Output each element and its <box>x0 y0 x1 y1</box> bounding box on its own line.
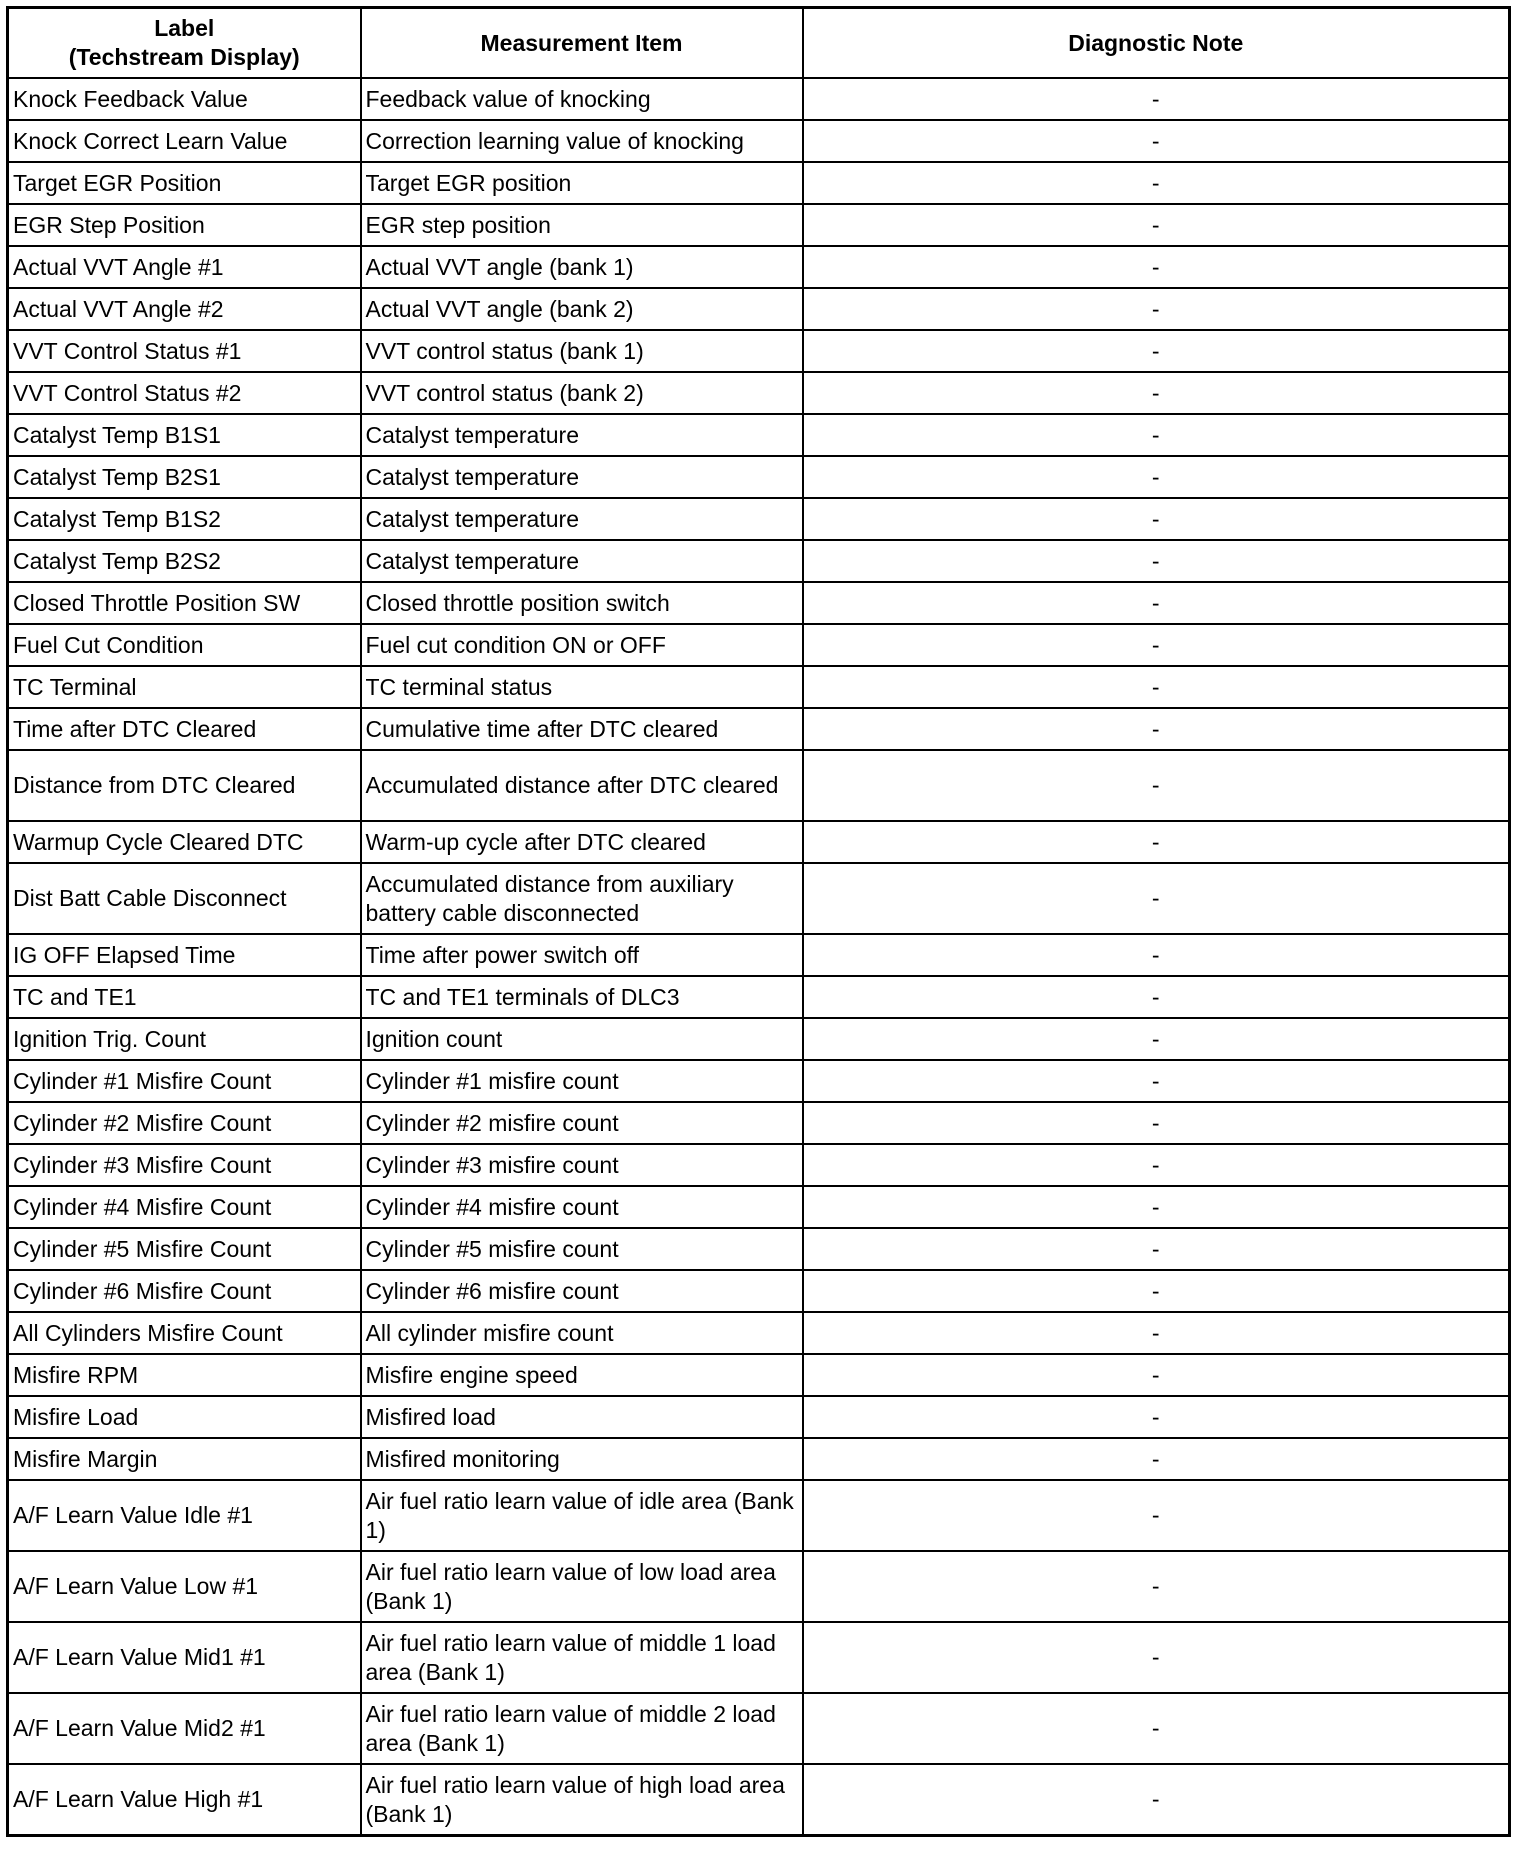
measurement-item-cell: Air fuel ratio learn value of low load area (Bank 1) <box>361 1551 803 1622</box>
measurement-item-cell: Feedback value of knocking <box>361 78 803 120</box>
measurement-item-cell: Cylinder #3 misfire count <box>361 1144 803 1186</box>
table-row <box>8 204 1510 246</box>
diagnostic-note-cell: - <box>803 1186 1510 1228</box>
diagnostic-note-cell: - <box>803 1018 1510 1060</box>
table-row <box>8 624 1510 666</box>
measurement-item-cell: Catalyst temperature <box>361 456 803 498</box>
label-cell: Misfire Load <box>8 1396 361 1438</box>
label-cell: Catalyst Temp B1S1 <box>8 414 361 456</box>
measurement-item-cell: Fuel cut condition ON or OFF <box>361 624 803 666</box>
table-row <box>8 1693 1510 1764</box>
label-cell: Distance from DTC Cleared <box>8 750 361 821</box>
diagnostic-note-cell: - <box>803 330 1510 372</box>
table-row <box>8 666 1510 708</box>
diagnostic-note-cell: - <box>803 288 1510 330</box>
label-cell: Cylinder #3 Misfire Count <box>8 1144 361 1186</box>
table-row <box>8 540 1510 582</box>
table-row <box>8 1622 1510 1693</box>
label-cell: Time after DTC Cleared <box>8 708 361 750</box>
diagnostic-note-cell: - <box>803 372 1510 414</box>
table-row <box>8 372 1510 414</box>
table-row <box>8 750 1510 821</box>
label-cell: VVT Control Status #2 <box>8 372 361 414</box>
label-cell: Misfire RPM <box>8 1354 361 1396</box>
diagnostic-note-cell: - <box>803 750 1510 821</box>
measurement-item-cell: Catalyst temperature <box>361 414 803 456</box>
measurement-item-cell: Actual VVT angle (bank 2) <box>361 288 803 330</box>
table-row <box>8 330 1510 372</box>
table-row <box>8 120 1510 162</box>
measurement-item-cell: All cylinder misfire count <box>361 1312 803 1354</box>
diagnostic-note-cell: - <box>803 1354 1510 1396</box>
diagnostic-note-cell: - <box>803 624 1510 666</box>
measurement-item-cell: Actual VVT angle (bank 1) <box>361 246 803 288</box>
table-row <box>8 1186 1510 1228</box>
table-row <box>8 1018 1510 1060</box>
diagnostic-note-cell: - <box>803 78 1510 120</box>
diagnostic-note-cell: - <box>803 1060 1510 1102</box>
table-row <box>8 1270 1510 1312</box>
table-row <box>8 934 1510 976</box>
table-row <box>8 1480 1510 1551</box>
measurement-item-cell: Target EGR position <box>361 162 803 204</box>
table-body <box>8 78 1510 1836</box>
table-row <box>8 976 1510 1018</box>
measurement-item-cell: Air fuel ratio learn value of idle area (Bank 1) <box>361 1480 803 1551</box>
header-measurement-item: Measurement Item <box>361 8 803 79</box>
label-cell: A/F Learn Value High #1 <box>8 1764 361 1836</box>
diagnostic-note-cell: - <box>803 1438 1510 1480</box>
measurement-item-cell: Closed throttle position switch <box>361 582 803 624</box>
diagnostic-note-cell: - <box>803 1396 1510 1438</box>
label-cell: Fuel Cut Condition <box>8 624 361 666</box>
measurement-item-cell: Catalyst temperature <box>361 540 803 582</box>
diagnostic-note-cell: - <box>803 934 1510 976</box>
table-row <box>8 246 1510 288</box>
table-row <box>8 1438 1510 1480</box>
label-cell: A/F Learn Value Low #1 <box>8 1551 361 1622</box>
label-cell: Cylinder #4 Misfire Count <box>8 1186 361 1228</box>
measurement-item-cell: Cylinder #4 misfire count <box>361 1186 803 1228</box>
label-cell: Actual VVT Angle #2 <box>8 288 361 330</box>
measurement-item-cell: Misfired load <box>361 1396 803 1438</box>
label-cell: Cylinder #2 Misfire Count <box>8 1102 361 1144</box>
measurement-item-cell: Warm-up cycle after DTC cleared <box>361 821 803 863</box>
label-cell: Target EGR Position <box>8 162 361 204</box>
header-label-line1: Label <box>154 15 215 41</box>
measurement-item-cell: EGR step position <box>361 204 803 246</box>
diagnostic-note-cell: - <box>803 1693 1510 1764</box>
table-header-row <box>8 8 1510 79</box>
measurement-item-cell: Misfire engine speed <box>361 1354 803 1396</box>
diagnostic-note-cell: - <box>803 582 1510 624</box>
label-cell: IG OFF Elapsed Time <box>8 934 361 976</box>
label-cell: Catalyst Temp B1S2 <box>8 498 361 540</box>
measurement-item-cell: TC terminal status <box>361 666 803 708</box>
label-cell: Knock Feedback Value <box>8 78 361 120</box>
measurement-item-cell: VVT control status (bank 2) <box>361 372 803 414</box>
table-row <box>8 582 1510 624</box>
measurement-item-cell: Misfired monitoring <box>361 1438 803 1480</box>
table-row <box>8 1228 1510 1270</box>
table-row <box>8 1312 1510 1354</box>
diagnostic-note-cell: - <box>803 1102 1510 1144</box>
table-row <box>8 288 1510 330</box>
label-cell: Cylinder #6 Misfire Count <box>8 1270 361 1312</box>
table-row <box>8 863 1510 934</box>
diagnostic-note-cell: - <box>803 1312 1510 1354</box>
table-row <box>8 1551 1510 1622</box>
diagnostic-note-cell: - <box>803 456 1510 498</box>
measurement-item-cell: Air fuel ratio learn value of high load area (Bank 1) <box>361 1764 803 1836</box>
measurement-item-cell: Cylinder #1 misfire count <box>361 1060 803 1102</box>
table-row <box>8 78 1510 120</box>
diagnostic-note-cell: - <box>803 821 1510 863</box>
label-cell: Dist Batt Cable Disconnect <box>8 863 361 934</box>
label-cell: A/F Learn Value Mid1 #1 <box>8 1622 361 1693</box>
table-row <box>8 414 1510 456</box>
table-row <box>8 708 1510 750</box>
diagnostic-note-cell: - <box>803 863 1510 934</box>
table-row <box>8 1764 1510 1836</box>
measurement-item-cell: Accumulated distance after DTC cleared <box>361 750 803 821</box>
measurement-item-cell: VVT control status (bank 1) <box>361 330 803 372</box>
diagnostic-note-cell: - <box>803 1270 1510 1312</box>
label-cell: EGR Step Position <box>8 204 361 246</box>
diagnostic-note-cell: - <box>803 246 1510 288</box>
diagnostic-note-cell: - <box>803 1144 1510 1186</box>
label-cell: Ignition Trig. Count <box>8 1018 361 1060</box>
label-cell: TC Terminal <box>8 666 361 708</box>
label-cell: Catalyst Temp B2S1 <box>8 456 361 498</box>
label-cell: Catalyst Temp B2S2 <box>8 540 361 582</box>
header-label <box>8 8 361 79</box>
measurement-item-cell: Catalyst temperature <box>361 498 803 540</box>
label-cell: Cylinder #1 Misfire Count <box>8 1060 361 1102</box>
diagnostic-note-cell: - <box>803 414 1510 456</box>
measurement-item-cell: Cylinder #6 misfire count <box>361 1270 803 1312</box>
label-cell: A/F Learn Value Idle #1 <box>8 1480 361 1551</box>
measurement-item-cell: Cylinder #5 misfire count <box>361 1228 803 1270</box>
measurement-item-cell: Air fuel ratio learn value of middle 1 load area (Bank 1) <box>361 1622 803 1693</box>
label-cell: TC and TE1 <box>8 976 361 1018</box>
diagnostic-note-cell: - <box>803 666 1510 708</box>
diagnostic-data-table <box>6 6 1511 1837</box>
measurement-item-cell: Accumulated distance from auxiliary battery cable disconnected <box>361 863 803 934</box>
measurement-item-cell: TC and TE1 terminals of DLC3 <box>361 976 803 1018</box>
label-cell: Actual VVT Angle #1 <box>8 246 361 288</box>
header-label-line2: (Techstream Display) <box>68 44 300 70</box>
table-row <box>8 821 1510 863</box>
diagnostic-note-cell: - <box>803 976 1510 1018</box>
table-row <box>8 1102 1510 1144</box>
diagnostic-note-cell: - <box>803 708 1510 750</box>
diagnostic-note-cell: - <box>803 162 1510 204</box>
label-cell: Knock Correct Learn Value <box>8 120 361 162</box>
measurement-item-cell: Cylinder #2 misfire count <box>361 1102 803 1144</box>
diagnostic-note-cell: - <box>803 540 1510 582</box>
table-row <box>8 1144 1510 1186</box>
label-cell: Cylinder #5 Misfire Count <box>8 1228 361 1270</box>
measurement-item-cell: Ignition count <box>361 1018 803 1060</box>
header-diagnostic-note: Diagnostic Note <box>803 8 1510 79</box>
table-row <box>8 162 1510 204</box>
diagnostic-note-cell: - <box>803 1551 1510 1622</box>
table-row <box>8 1060 1510 1102</box>
measurement-item-cell: Cumulative time after DTC cleared <box>361 708 803 750</box>
diagnostic-note-cell: - <box>803 1480 1510 1551</box>
measurement-item-cell: Air fuel ratio learn value of middle 2 load area (Bank 1) <box>361 1693 803 1764</box>
table-row <box>8 1396 1510 1438</box>
label-cell: All Cylinders Misfire Count <box>8 1312 361 1354</box>
label-cell: Misfire Margin <box>8 1438 361 1480</box>
label-cell: A/F Learn Value Mid2 #1 <box>8 1693 361 1764</box>
label-cell: VVT Control Status #1 <box>8 330 361 372</box>
table-row <box>8 498 1510 540</box>
label-cell: Warmup Cycle Cleared DTC <box>8 821 361 863</box>
measurement-item-cell: Correction learning value of knocking <box>361 120 803 162</box>
diagnostic-note-cell: - <box>803 1622 1510 1693</box>
diagnostic-note-cell: - <box>803 1764 1510 1836</box>
table-row <box>8 1354 1510 1396</box>
measurement-item-cell: Time after power switch off <box>361 934 803 976</box>
diagnostic-note-cell: - <box>803 204 1510 246</box>
diagnostic-note-cell: - <box>803 1228 1510 1270</box>
diagnostic-note-cell: - <box>803 120 1510 162</box>
diagnostic-note-cell: - <box>803 498 1510 540</box>
table-row <box>8 456 1510 498</box>
diagnostic-data-table-container <box>6 6 1508 1837</box>
label-cell: Closed Throttle Position SW <box>8 582 361 624</box>
